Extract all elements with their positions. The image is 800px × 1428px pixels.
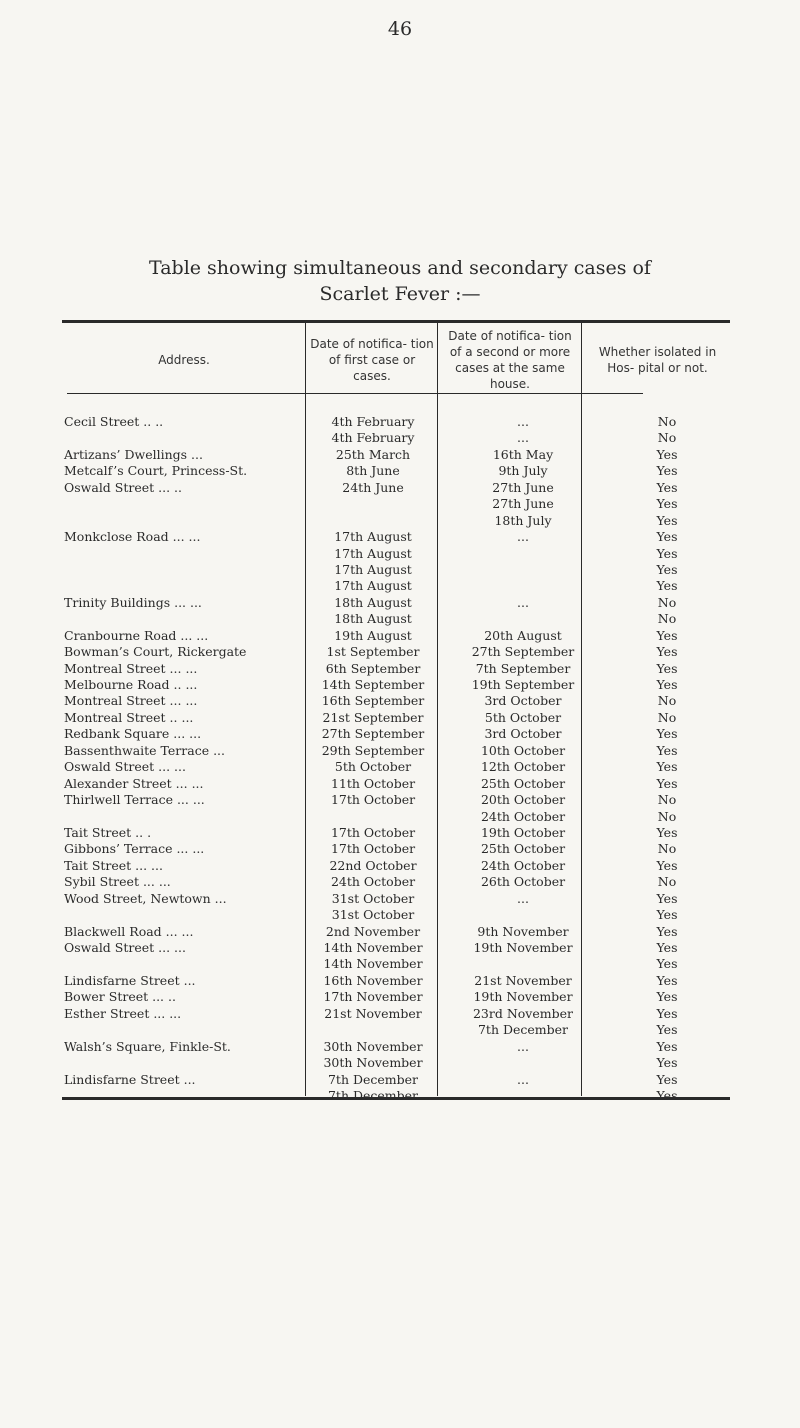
cell-first-case: 19th August [334,627,412,643]
cell-address: Montreal Street ... ... [64,660,198,676]
cell-first-case: 6th September [325,660,421,676]
cell-first-case: 11th October [330,775,416,791]
cell-address: Blackwell Road ... ... [64,923,194,939]
cell-first-case: 4th February [331,414,415,429]
cell-first-case: 22nd October [329,857,417,873]
table-row [62,726,730,742]
header-second-case: Date of notifica- tion of a second or more cases at the same house. [448,329,572,391]
cell-second-case: 24th October [480,857,566,873]
cell-first-case: 21st September [322,709,424,725]
cell-address: Wood Street, Newtown ... [64,890,227,906]
cell-address: Tait Street .. . [64,824,152,840]
cell-isolated: Yes [656,644,678,660]
cell-second-case: 7th September [475,660,571,676]
cell-second-case: 16th May [492,446,554,462]
cell-isolated: No [657,709,677,725]
table-row [62,989,730,1005]
cell-isolated: Yes [656,1038,678,1054]
cell-isolated: Yes [656,989,678,1005]
cell-second-case: 20th August [484,627,562,643]
table-row [62,661,730,677]
cell-isolated: No [657,430,677,446]
cell-second-case: 27th June [492,479,554,495]
cell-second-case: 19th November [473,989,573,1005]
cell-second-case: ... [517,529,529,545]
table-row [62,940,730,956]
cell-first-case: 27th September [321,726,425,742]
cell-second-case: 3rd October [484,726,562,742]
cell-second-case: 26th October [480,874,566,890]
table-row [62,841,730,857]
cell-first-case: 31st October [331,890,415,906]
cell-address: Gibbons’ Terrace ... ... [64,841,205,857]
table-row [62,513,730,529]
table-row [62,644,730,660]
cell-isolated: No [657,874,677,890]
cell-isolated: No [657,414,677,429]
cell-isolated: Yes [656,496,678,512]
cell-address: Oswald Street ... .. [64,479,182,495]
table-row [62,1055,730,1071]
table-row [62,628,730,644]
cell-isolated: Yes [656,529,678,545]
cell-second-case: 21st November [474,972,572,988]
cell-address: Tait Street ... ... [64,857,163,873]
table-row [62,907,730,923]
cell-isolated: Yes [656,890,678,906]
table-row [62,973,730,989]
cell-first-case: 16th November [323,972,423,988]
cell-first-case: 16th September [321,693,425,709]
cell-first-case: 4th February [331,430,415,446]
cell-second-case: 25th October [480,775,566,791]
cell-address: Bowman’s Court, Rickergate [64,644,247,660]
cell-isolated: Yes [656,742,678,758]
cell-address: Trinity Buildings ... ... [64,594,202,610]
cell-first-case: 17th August [334,561,412,577]
table-row [62,891,730,907]
cell-address: Cecil Street .. .. [64,414,164,429]
table-row [62,529,730,545]
table-row [62,1006,730,1022]
table-row [62,858,730,874]
cell-second-case: 3rd October [484,693,562,709]
header-divider [67,393,643,394]
cell-address: Metcalf’s Court, Princess-St. [64,463,248,479]
cell-second-case: 20th October [480,792,566,808]
cell-second-case: 19th November [473,940,573,955]
table-row [62,1072,730,1088]
cell-first-case: 17th August [334,545,412,561]
cell-isolated: Yes [656,1022,678,1038]
header-address: Address. [158,353,210,367]
table-row [62,677,730,693]
table-row [62,1039,730,1055]
cell-second-case: 12th October [480,759,566,775]
table-row [62,693,730,709]
cell-address: Montreal Street .. ... [64,709,194,725]
cell-isolated: Yes [656,479,678,495]
page-number: 46 [387,18,413,40]
cell-address: Walsh’s Square, Finkle-St. [64,1038,231,1054]
cell-isolated: No [657,594,677,610]
cell-second-case: ... [517,414,529,429]
cell-address: Oswald Street ... ... [64,759,186,775]
cell-first-case: 17th October [330,824,416,840]
cell-address: Redbank Square ... ... [64,726,202,742]
cell-isolated: Yes [656,446,678,462]
cell-isolated: Yes [656,1005,678,1021]
cell-isolated: Yes [656,512,678,528]
cell-isolated: No [657,808,677,824]
cell-second-case: ... [517,594,529,610]
cell-first-case: 17th August [334,529,412,545]
cell-isolated: Yes [656,923,678,939]
table-row [62,447,730,463]
cell-address: Melbourne Road .. ... [64,677,198,692]
cell-address: Oswald Street ... ... [64,940,186,955]
cell-second-case: 9th July [498,463,548,479]
cell-isolated: Yes [656,857,678,873]
cell-second-case: ... [517,1071,529,1087]
cell-isolated: Yes [656,1055,678,1071]
cell-first-case: 17th November [323,989,423,1005]
header-isolated: Whether isolated in Hos- pital or not. [598,345,717,375]
cell-first-case: 17th August [334,578,412,594]
table-row [62,480,730,496]
cell-second-case: 24th October [480,808,566,824]
cell-isolated: Yes [656,726,678,742]
cell-first-case: 5th October [334,759,412,775]
cell-second-case: ... [517,430,529,446]
cell-second-case: 7th December [477,1022,569,1038]
table-row [62,496,730,512]
table-row [62,759,730,775]
table-row [62,414,730,430]
cell-first-case: 30th November [323,1038,423,1054]
cell-isolated: Yes [656,463,678,479]
cell-isolated: Yes [656,561,678,577]
cell-isolated: Yes [656,775,678,791]
cell-isolated: Yes [656,627,678,643]
cell-address: Montreal Street ... ... [64,693,198,709]
cell-first-case: 1st September [326,644,420,660]
cell-isolated: No [657,792,677,808]
cell-second-case: 25th October [480,841,566,857]
cell-first-case: 31st October [331,907,415,923]
cell-isolated: Yes [656,660,678,676]
cell-first-case: 17th October [330,792,416,808]
cell-address: Cranbourne Road ... ... [64,627,209,643]
cell-second-case: 18th July [494,512,552,528]
cell-address: Monkclose Road ... ... [64,529,201,545]
table-row [62,595,730,611]
header-first-case: Date of notifica- tion of first case or cases. [310,337,434,383]
cell-address: Sybil Street ... ... [64,874,171,890]
table-row [62,924,730,940]
cell-second-case: 5th October [484,709,562,725]
cell-isolated: Yes [656,907,678,923]
table-row [62,430,730,446]
table-row [62,792,730,808]
cell-first-case: 24th June [342,479,404,495]
cell-first-case: 2nd November [325,923,421,939]
cell-isolated: Yes [656,956,678,972]
cell-first-case: 7th December [327,1071,419,1087]
cell-second-case: ... [517,1038,529,1054]
cell-isolated: Yes [656,1087,678,1103]
cell-second-case: 19th September [471,677,575,692]
table-body [62,414,730,1104]
table-row [62,578,730,594]
cell-address: Esther Street ... ... [64,1005,182,1021]
cell-isolated: Yes [656,578,678,594]
table-row [62,874,730,890]
table-row [62,562,730,578]
cell-first-case: 14th September [321,677,425,692]
cell-isolated: Yes [656,1071,678,1087]
table-top-rule [62,320,730,323]
cell-second-case: 9th November [477,923,569,939]
table-row [62,463,730,479]
table-row [62,611,730,627]
cell-first-case: 7th December [327,1087,419,1103]
cell-first-case: 24th October [330,874,416,890]
table-row [62,809,730,825]
cell-first-case: 8th June [346,463,400,479]
cell-isolated: No [657,841,677,857]
cell-isolated: Yes [656,972,678,988]
cell-isolated: Yes [656,940,678,955]
cell-first-case: 25th March [335,446,411,462]
cell-isolated: Yes [656,759,678,775]
table-row [62,710,730,726]
table-row [62,825,730,841]
cell-address: Bower Street ... .. [64,989,176,1005]
table-row [62,1088,730,1104]
cell-second-case: 27th June [492,496,554,512]
cell-first-case: 18th August [334,611,412,627]
cell-address: Lindisfarne Street ... [64,972,196,988]
table-row [62,776,730,792]
cell-first-case: 29th September [321,742,425,758]
cell-first-case: 18th August [334,594,412,610]
cell-first-case: 21st November [324,1005,422,1021]
cell-address: Lindisfarne Street ... [64,1071,196,1087]
table-row [62,1022,730,1038]
cell-second-case: 10th October [480,742,566,758]
cell-isolated: No [657,611,677,627]
cell-isolated: Yes [656,677,678,692]
cell-second-case: 19th October [480,824,566,840]
cell-first-case: 14th November [323,956,423,972]
cell-address: Thirlwell Terrace ... ... [64,792,205,808]
cell-first-case: 14th November [323,940,423,955]
title-line-2: Scarlet Fever :— [319,283,481,305]
title-line-1: Table showing simultaneous and secondary cases of [149,257,651,279]
cell-address: Artizans’ Dwellings ... [64,446,203,462]
cell-address: Bassenthwaite Terrace ... [64,742,225,758]
table-title [90,255,710,307]
cell-isolated: Yes [656,824,678,840]
cell-first-case: 17th October [330,841,416,857]
table-row [62,743,730,759]
table-row [62,546,730,562]
table-row [62,956,730,972]
cell-isolated: No [657,693,677,709]
cell-isolated: Yes [656,545,678,561]
cell-second-case: 23rd November [472,1005,573,1021]
cell-second-case: ... [517,890,529,906]
cell-address: Alexander Street ... ... [64,775,204,791]
cell-first-case: 30th November [323,1055,423,1071]
cell-second-case: 27th September [471,644,575,660]
